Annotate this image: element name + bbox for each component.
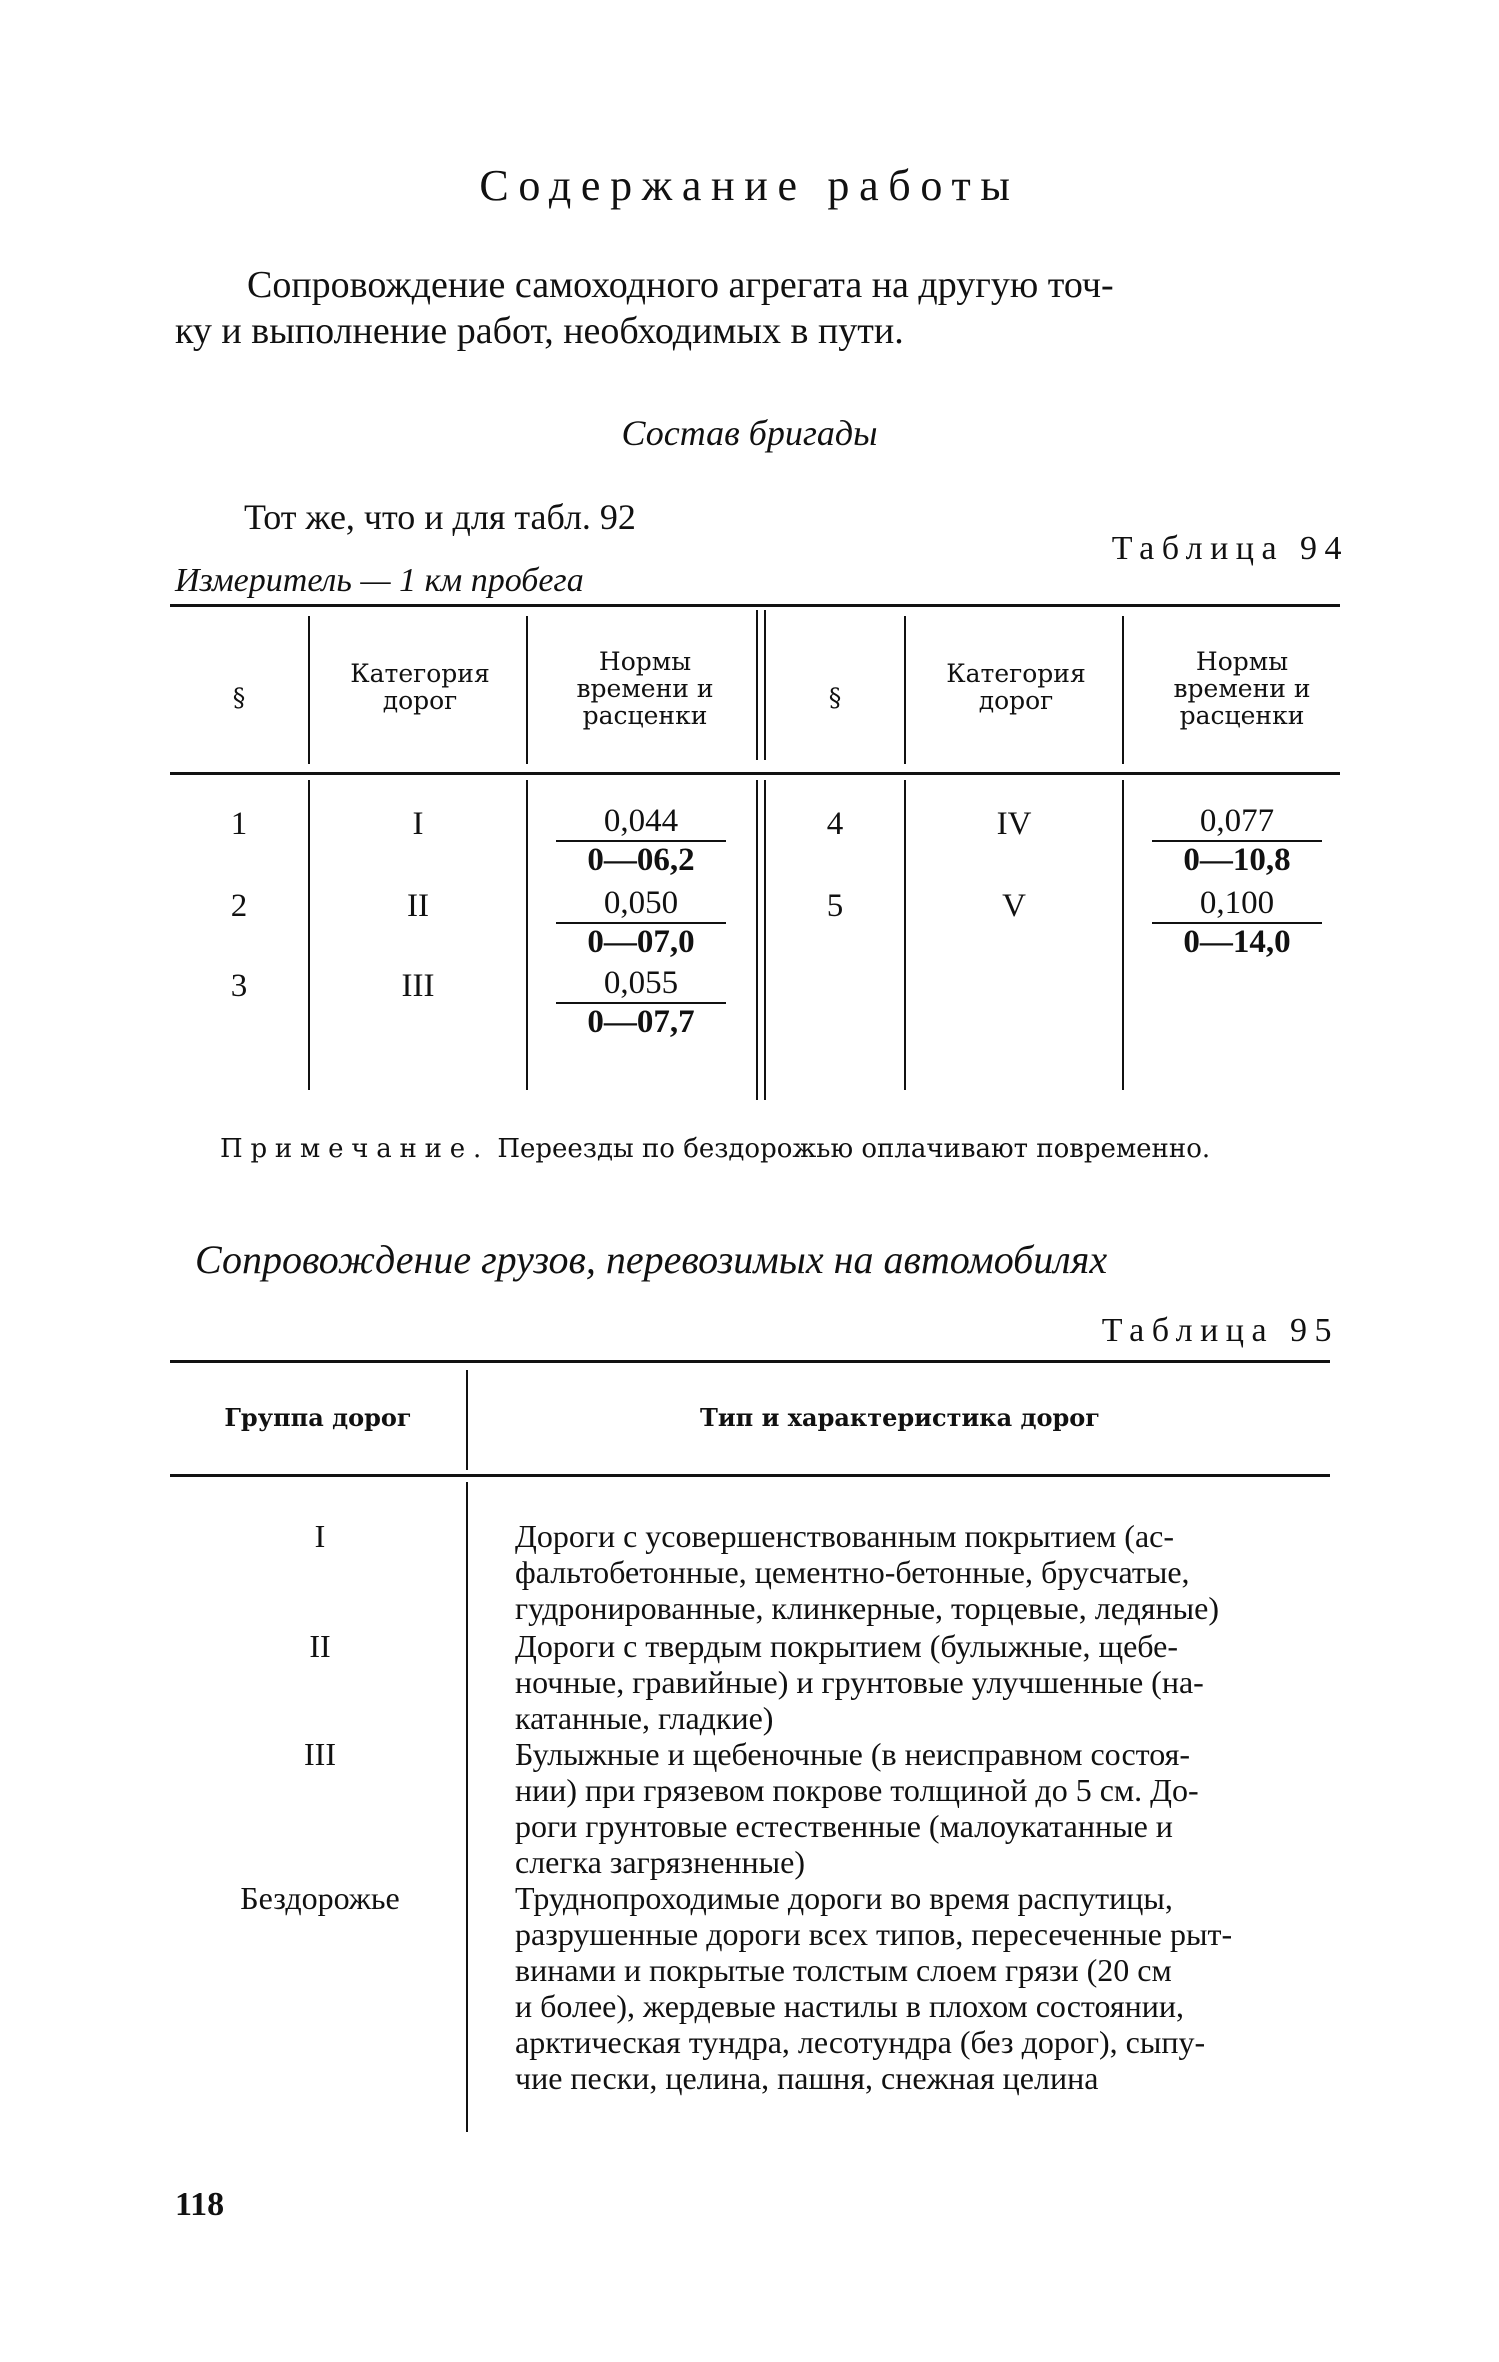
- table-94-col-rule: [904, 616, 906, 764]
- table-94-top-rule: [170, 604, 1340, 607]
- page-number: 118: [175, 2186, 225, 2223]
- table-94: [170, 604, 1340, 1104]
- group-offroad: Бездорожье: [240, 1880, 400, 1916]
- row-4-time: 0,077: [1199, 803, 1275, 839]
- desc-line: Булыжные и щебеночные (в неисправном состоя-: [515, 1736, 1190, 1772]
- desc-line: слегка загрязненные): [515, 1844, 806, 1880]
- work-description-line-2: ку и выполнение работ, необходимых в пути.: [175, 310, 904, 352]
- row-2-time: 0,050: [603, 885, 679, 921]
- section-title: Содержание работы: [479, 161, 1020, 210]
- row-1-time: 0,044: [603, 803, 679, 839]
- group-offroad-description: [515, 1880, 1340, 2096]
- row-4-section: 4: [826, 806, 844, 842]
- row-5-time: 0,100: [1199, 885, 1275, 921]
- row-5-category: V: [1002, 888, 1026, 924]
- table-95-top-rule: [170, 1360, 1330, 1363]
- desc-line: роги грунтовые естественные (малоукатанные и: [515, 1808, 1173, 1844]
- row-1-norm: [556, 802, 726, 878]
- desc-line: и более), жердевые настилы в плохом состоянии,: [515, 1988, 1184, 2024]
- desc-line: ночные, гравийные) и грунтовые улучшенные (на-: [515, 1664, 1204, 1700]
- note-text: Переезды по бездорожью оплачивают повременно.: [497, 1134, 1211, 1164]
- desc-line: разрушенные дороги всех типов, пересеченные рыт-: [515, 1916, 1233, 1952]
- table-94-divider-rule: [756, 610, 758, 760]
- row-4-rate: 0—10,8: [1152, 840, 1322, 878]
- table-94-header-rule: [170, 772, 1340, 775]
- row-4-norm: [1152, 802, 1322, 878]
- row-3-time: 0,055: [603, 965, 679, 1001]
- desc-line: гудронированные, клинкерные, торцевые, ледяные): [515, 1590, 1219, 1626]
- row-1-rate: 0—06,2: [556, 840, 726, 878]
- table-94-col-rule: [526, 780, 528, 1090]
- table-95-header-rule: [170, 1474, 1330, 1477]
- group-2-description: [515, 1628, 1340, 1736]
- desc-line: катанные, гладкие): [515, 1700, 774, 1736]
- header-type: Тип и характеристика дорог: [699, 1403, 1100, 1432]
- crew-text: Тот же, что и для табл. 92: [244, 497, 636, 537]
- note-label: Примечание.: [220, 1134, 490, 1164]
- table-94-col-rule: [1122, 616, 1124, 764]
- table-94-col-rule: [1122, 780, 1124, 1090]
- table-95-label: Таблица 95: [1101, 1312, 1339, 1349]
- row-3-category: III: [401, 968, 435, 1004]
- row-5-rate: 0—14,0: [1152, 922, 1322, 960]
- header-section-right: §: [828, 683, 842, 712]
- table-94-note: [220, 1134, 1210, 1164]
- row-3-norm: [556, 964, 726, 1040]
- escort-heading: Сопровождение грузов, перевозимых на автомобилях: [195, 1237, 1108, 1282]
- row-1-category: I: [412, 806, 424, 842]
- desc-line: арктическая тундра, лесотундра (без дорог), сыпу-: [515, 2024, 1206, 2060]
- group-1-description: [515, 1518, 1340, 1626]
- row-2-norm: [556, 884, 726, 960]
- work-description-line-1: Сопровождение самоходного агрегата на другую точ-: [247, 264, 1114, 306]
- row-3-rate: 0—07,7: [556, 1002, 726, 1040]
- row-2-section: 2: [230, 888, 248, 924]
- desc-line: нии) при грязевом покрове толщиной до 5 см. До-: [515, 1772, 1199, 1808]
- header-group: Группа дорог: [224, 1403, 412, 1432]
- row-2-rate: 0—07,0: [556, 922, 726, 960]
- row-4-category: IV: [996, 806, 1032, 842]
- group-2: II: [309, 1628, 331, 1664]
- table-95-col-rule: [466, 1482, 468, 2132]
- table-95-col-rule: [466, 1370, 468, 1470]
- group-3-description: [515, 1736, 1340, 1880]
- header-section-left: §: [232, 683, 246, 712]
- desc-line: Труднопроходимые дороги во время распутицы,: [515, 1880, 1173, 1916]
- table-94-label: Таблица 94: [1111, 530, 1349, 567]
- row-5-norm: [1152, 884, 1322, 960]
- table-94-measure: Измеритель — 1 км пробега: [175, 562, 584, 599]
- row-5-section: 5: [826, 888, 844, 924]
- header-norms-left: Нормы времени и расценки: [576, 647, 714, 730]
- header-category-left: Категория дорог: [350, 659, 490, 715]
- table-94-col-rule: [308, 616, 310, 764]
- group-3: III: [304, 1736, 336, 1772]
- table-95: [170, 1360, 1340, 2130]
- row-1-section: 1: [230, 806, 248, 842]
- desc-line: винами и покрытые толстым слоем грязи (20 см: [515, 1952, 1172, 1988]
- desc-line: Дороги с твердым покрытием (булыжные, щебе-: [515, 1628, 1179, 1664]
- table-94-col-rule: [526, 616, 528, 764]
- table-94-divider-rule: [756, 780, 758, 1100]
- desc-line: фальтобетонные, цементно-бетонные, брусчатые,: [515, 1554, 1190, 1590]
- header-norms-right: Нормы времени и расценки: [1173, 647, 1311, 730]
- desc-line: Дороги с усовершенствованным покрытием (ас-: [515, 1518, 1174, 1554]
- row-2-category: II: [407, 888, 429, 924]
- crew-heading: Состав бригады: [621, 413, 878, 453]
- group-1: I: [314, 1518, 326, 1554]
- row-3-section: 3: [230, 968, 248, 1004]
- header-category-right: Категория дорог: [946, 659, 1086, 715]
- desc-line: чие пески, целина, пашня, снежная целина: [515, 2060, 1099, 2096]
